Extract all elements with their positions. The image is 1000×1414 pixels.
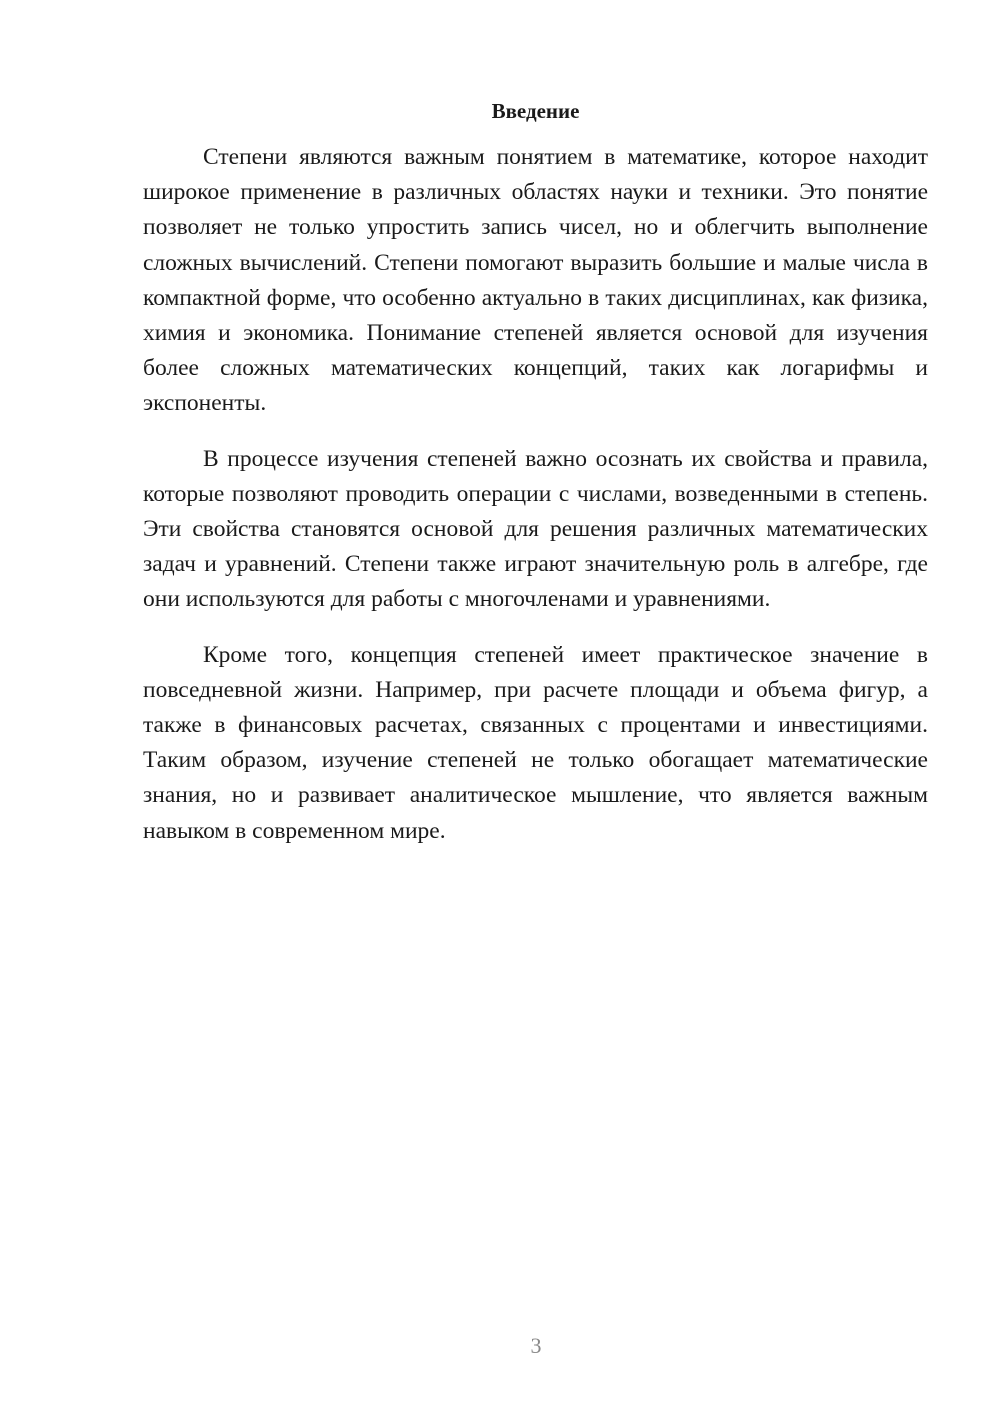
page-content: [143, 96, 928, 869]
section-title: Введение: [491, 99, 580, 123]
page-number: 3: [530, 1333, 542, 1358]
paragraph-2: В процессе изучения степеней важно осознать их свойства и правила, которые позволяют проводить операции с числами, возведенными в степень. Эти свойства становятся основой для решения различных математических задач и уравнений. Степени также играют значительную роль в алгебре, где они используются для работы с многочленами и уравнениями.: [143, 445, 928, 613]
paragraph-1: Степени являются важным понятием в математике, которое находит широкое применение в различных областях науки и техники. Это понятие позволяет не только упростить запись чисел, но и облегчить выполнение сложных вычислений. Степени помогают выразить большие и малые числа в компактной форме, что особенно актуально в таких дисциплинах, как физика, химия и экономика. Понимание степеней является основой для изучения более сложных математических концепций, таких как логарифмы и экспоненты.: [143, 144, 928, 417]
paragraph-3: Кроме того, концепция степеней имеет практическое значение в повседневной жизни. Например, при расчете площади и объема фигур, а также в финансовых расчетах, связанных с процентами и инвестициями. Таким образом, изучение степеней не только обогащает математические знания, но и развивает аналитическое мышление, что является важным навыком в современном мире.: [143, 641, 928, 844]
